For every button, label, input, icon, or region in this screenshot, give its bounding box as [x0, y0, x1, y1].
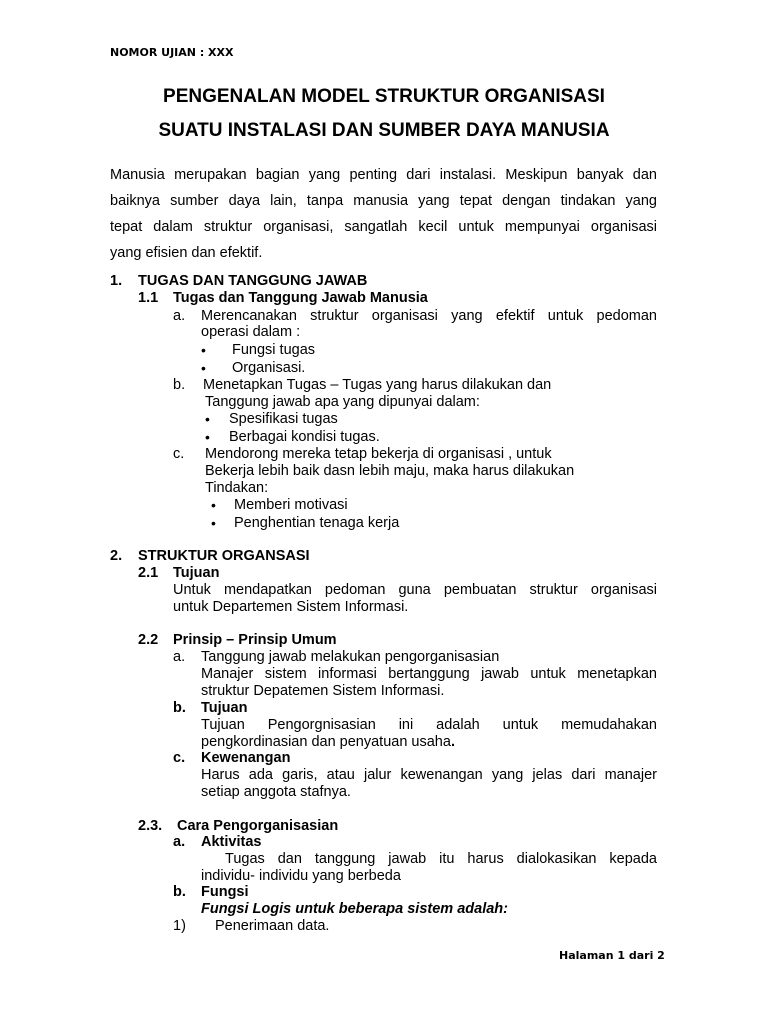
item-c-line-3: Tindakan: — [205, 480, 269, 496]
intro-line: baiknya sumber daya lain, tanpa manusia yang tepat dengan tindakan yang — [110, 193, 657, 209]
bullet-icon: • — [201, 360, 206, 376]
item-a-title: Aktivitas — [201, 834, 262, 850]
item-b-line-2-period: . — [450, 734, 455, 750]
item-a-line-2: struktur Depatemen Sistem Informasi. — [201, 683, 445, 699]
item-a-line-1: Merencanakan struktur organisasi yang efektif untuk pedoman — [201, 308, 657, 324]
item-a-line-2: individu- individu yang berbeda — [201, 868, 401, 884]
item-b-line-2: pengkordinasian dan penyatuan usaha — [201, 734, 451, 750]
item-b-mark: b. — [173, 700, 186, 716]
section-2-1-number: 2.1 — [138, 565, 159, 581]
title-line-2: SUATU INSTALASI DAN SUMBER DAYA MANUSIA — [158, 120, 610, 141]
page-footer: Halaman 1 dari 2 — [559, 949, 665, 962]
item-a-mark: a. — [173, 649, 186, 665]
item-a-line-1: Tugas dan tanggung jawab itu harus dialokasikan kepada — [225, 851, 657, 867]
item-b-line-2: Tanggung jawab apa yang dipunyai dalam: — [205, 394, 480, 410]
item-a-line-1: Manajer sistem informasi bertanggung jawab untuk menetapkan — [201, 666, 657, 682]
item-c-line-2: setiap anggota stafnya. — [201, 784, 351, 800]
numbered-item-mark: 1) — [173, 918, 186, 934]
section-1-1-title: Tugas dan Tanggung Jawab Manusia — [173, 290, 428, 306]
item-b-title: Tujuan — [201, 700, 248, 716]
item-c-line-2: Bekerja lebih baik dasn lebih maju, maka harus dilakukan — [205, 463, 575, 479]
section-2-title: STRUKTUR ORGANSASI — [138, 548, 310, 564]
intro-line: Manusia merupakan bagian yang penting dari instalasi. Meskipun banyak dan — [110, 167, 657, 183]
item-a-title: Tanggung jawab melakukan pengorganisasian — [201, 649, 500, 665]
bullet-icon: • — [211, 497, 216, 513]
item-c-title: Kewenangan — [201, 750, 291, 766]
item-a-line-2: operasi dalam : — [201, 324, 301, 340]
item-b-title: Fungsi — [201, 884, 249, 900]
item-b-line-1: Tujuan Pengorgnisasian ini adalah untuk memudahakan — [201, 717, 657, 733]
section-2-1-line-2: untuk Departemen Sistem Informasi. — [173, 599, 409, 615]
section-2-3-number: 2.3. — [138, 818, 163, 834]
item-b-mark: b. — [173, 377, 186, 393]
section-2-1-title: Tujuan — [173, 565, 220, 581]
intro-line: yang efisien dan efektif. — [110, 245, 263, 261]
section-1-title: TUGAS DAN TANGGUNG JAWAB — [138, 273, 368, 289]
item-c-line-1: Mendorong mereka tetap bekerja di organisasi , untuk — [205, 446, 552, 462]
bullet-text: Organisasi. — [232, 360, 306, 376]
item-c-line-1: Harus ada garis, atau jalur kewenangan yang jelas dari manajer — [201, 767, 657, 783]
section-2-3-title: Cara Pengorganisasian — [177, 818, 339, 834]
bullet-text: Memberi motivasi — [234, 497, 348, 513]
intro-line: tepat dalam struktur organisasi, sangatlah kecil untuk mempunyai organisasi — [110, 219, 657, 235]
bullet-icon: • — [205, 429, 210, 445]
section-1-number: 1. — [110, 273, 123, 289]
exam-number-header: NOMOR UJIAN : XXX — [110, 46, 234, 59]
section-2-2-title: Prinsip – Prinsip Umum — [173, 632, 337, 648]
bullet-icon: • — [201, 342, 206, 358]
bullet-icon: • — [205, 411, 210, 427]
item-b-line-2-wrap — [201, 734, 455, 751]
intro-paragraph — [110, 162, 657, 266]
bullet-text: Berbagai kondisi tugas. — [229, 429, 380, 445]
item-a-mark: a. — [173, 308, 186, 324]
numbered-item-text: Penerimaan data. — [215, 918, 330, 934]
section-2-number: 2. — [110, 548, 123, 564]
bullet-text: Penghentian tenaga kerja — [234, 515, 400, 531]
item-b-mark: b. — [173, 884, 186, 900]
section-2-2-number: 2.2 — [138, 632, 159, 648]
bullet-text: Spesifikasi tugas — [229, 411, 338, 427]
section-1-1-number: 1.1 — [138, 290, 159, 306]
item-b-italic-heading: Fungsi Logis untuk beberapa sistem adalah: — [201, 901, 508, 917]
bullet-icon: • — [211, 515, 216, 531]
item-c-mark: c. — [173, 446, 185, 462]
item-c-mark: c. — [173, 750, 186, 766]
item-a-mark: a. — [173, 834, 186, 850]
section-2-1-line-1: Untuk mendapatkan pedoman guna pembuatan struktur organisasi — [173, 582, 657, 598]
bullet-text: Fungsi tugas — [232, 342, 316, 358]
item-b-line-1: Menetapkan Tugas – Tugas yang harus dilakukan dan — [203, 377, 552, 393]
title-line-1: PENGENALAN MODEL STRUKTUR ORGANISASI — [163, 86, 605, 107]
